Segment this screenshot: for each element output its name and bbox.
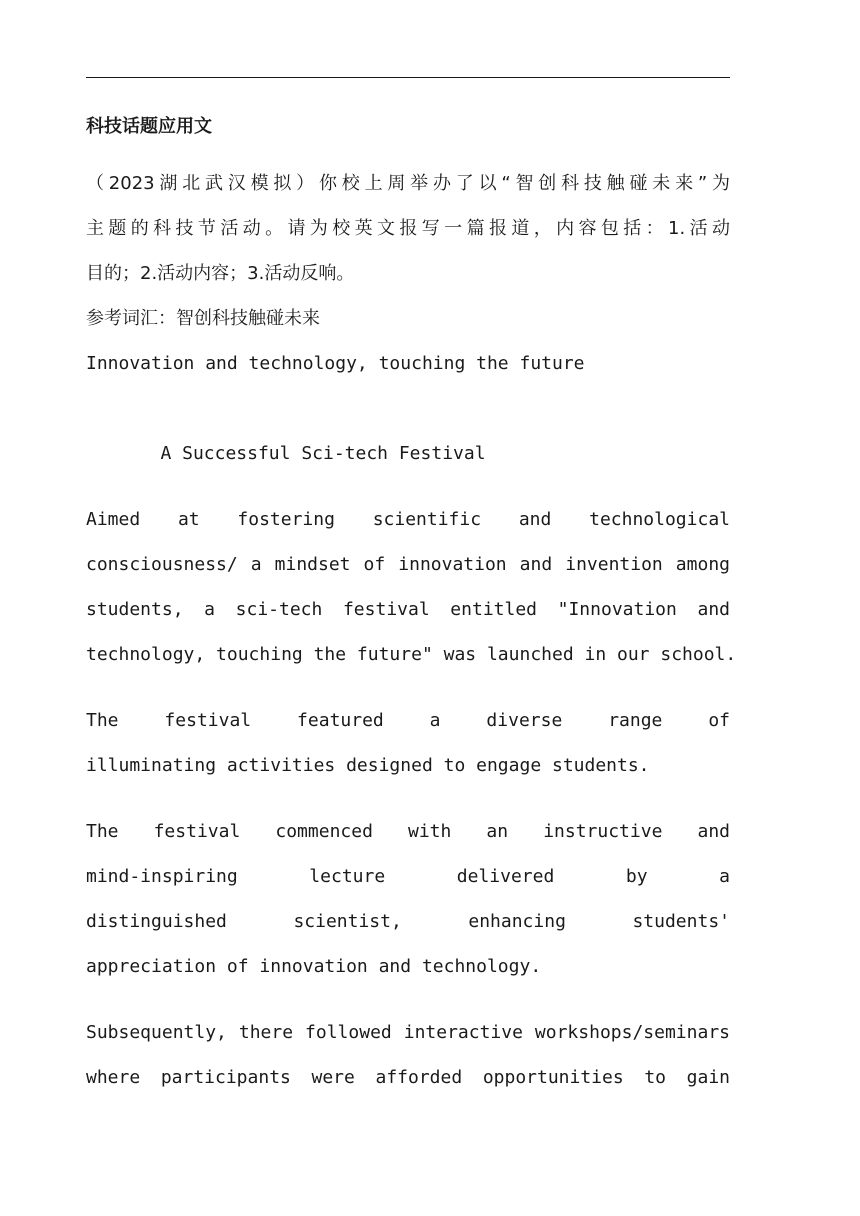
essay-line: distinguished scientist, enhancing students' [86,911,730,932]
prompt-line: （2023湖北武汉模拟）你校上周举办了以“智创科技触碰未来”为 [86,173,730,194]
essay-title: A Successful Sci-tech Festival [160,443,486,464]
vocabulary-label: 参考词汇：智创科技触碰未来 [86,308,320,329]
essay-line: students, a sci-tech festival entitled "Innovation and [86,599,730,620]
essay-line: mind-inspiring lecture delivered by a [86,866,730,887]
prompt-line: 主题的科技节活动。请为校英文报写一篇报道，内容包括：1.活动 [86,218,730,239]
essay-line: where participants were afforded opportunities to gain [86,1067,730,1088]
vocabulary-english: Innovation and technology, touching the future [86,353,585,374]
essay-line: appreciation of innovation and technology. [86,956,542,977]
essay-line: technology, touching the future" was launched in our school. [86,644,737,665]
essay-line: The festival featured a diverse range of [86,710,730,731]
essay-line: illuminating activities designed to engage students. [86,755,650,776]
prompt-line: 目的；2.活动内容；3.活动反响。 [86,263,355,284]
essay-line: The festival commenced with an instructive and [86,821,730,842]
top-rule [86,77,730,78]
essay-line: Aimed at fostering scientific and technological [86,509,730,530]
essay-line: Subsequently, there followed interactive workshops/seminars [86,1022,730,1043]
essay-line: consciousness/ a mindset of innovation and invention among [86,554,730,575]
section-heading: 科技话题应用文 [86,116,212,137]
